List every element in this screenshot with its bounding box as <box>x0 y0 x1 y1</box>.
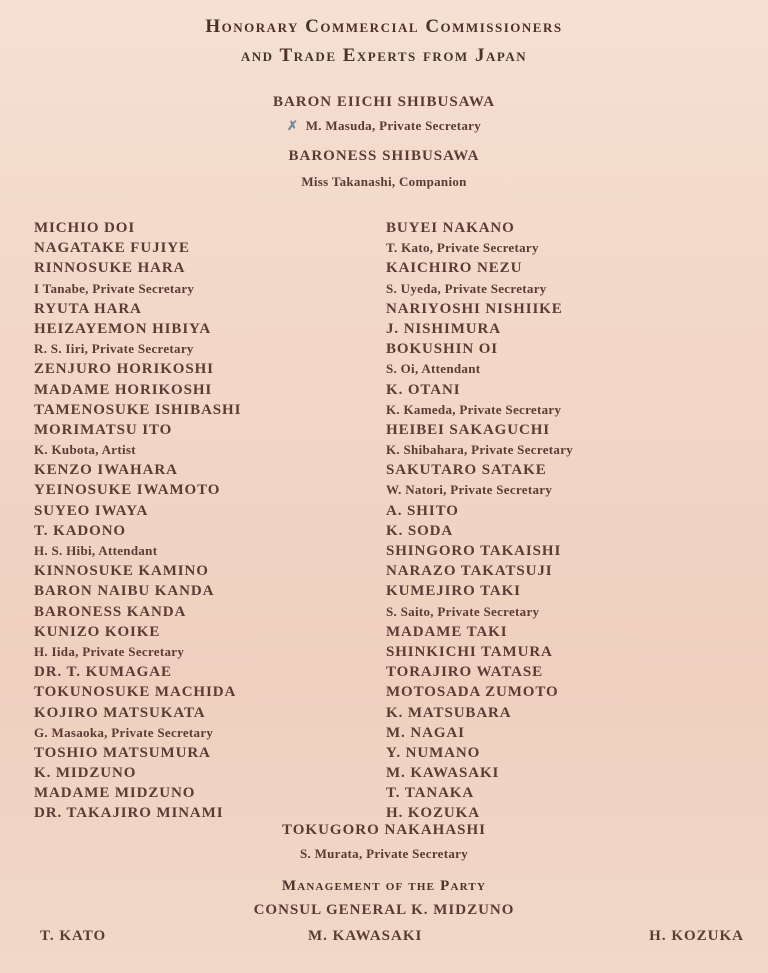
bottom-entry-1: TOKUGORO NAKAHASHI <box>282 822 486 838</box>
left-entry: R. S. Iiri, Private Secretary <box>34 341 194 357</box>
right-entry: MOTOSADA ZUMOTO <box>386 684 559 701</box>
left-entry: HEIZAYEMON HIBIYA <box>34 320 212 337</box>
left-entry: TOSHIO MATSUMURA <box>34 744 211 761</box>
footer-right-name: H. KOZUKA <box>649 928 744 944</box>
right-entry: NARAZO TAKATSUJI <box>386 563 553 580</box>
footer-center-name: M. KAWASAKI <box>308 928 423 944</box>
left-entry: MICHIO DOI <box>34 220 136 236</box>
right-entry: K. Kameda, Private Secretary <box>386 401 562 417</box>
right-entry: NARIYOSHI NISHIIKE <box>386 300 563 317</box>
left-entry: MADAME HORIKOSHI <box>34 381 213 398</box>
left-entry: KINNOSUKE KAMINO <box>34 563 209 580</box>
right-name-column <box>386 218 716 824</box>
top-entry-2: M. Masuda, Private Secretary <box>305 118 482 133</box>
top-entry-1: BARON EIICHI SHIBUSAWA <box>272 94 496 110</box>
document-title-line-2: and Trade Experts from Japan <box>240 45 528 66</box>
left-entry: TAMENOSUKE ISHIBASHI <box>34 401 242 418</box>
left-entry: SUYEO IWAYA <box>34 502 149 519</box>
left-entry: KUNIZO KOIKE <box>34 623 161 640</box>
left-name-column <box>34 218 364 824</box>
right-entry: Y. NUMANO <box>386 744 481 761</box>
management-heading: Management of the Party <box>281 878 487 894</box>
footer-left-name: T. KATO <box>40 928 107 944</box>
left-entry: K. MIDZUNO <box>34 765 137 782</box>
right-entry: T. TANAKA <box>386 785 475 802</box>
right-entry: BUYEI NAKANO <box>386 220 515 236</box>
right-entry: H. KOZUKA <box>386 805 480 822</box>
left-entry: RYUTA HARA <box>34 300 142 317</box>
right-entry: T. Kato, Private Secretary <box>386 240 539 256</box>
left-entry: BARON NAIBU KANDA <box>34 583 215 600</box>
left-entry: I Tanabe, Private Secretary <box>34 280 195 296</box>
left-entry: MADAME MIDZUNO <box>34 785 196 802</box>
left-entry: DR. T. KUMAGAE <box>34 664 172 681</box>
right-entry: K. MATSUBARA <box>386 704 512 721</box>
right-entry: S. Uyeda, Private Secretary <box>386 280 547 296</box>
left-entry: TOKUNOSUKE MACHIDA <box>34 684 237 701</box>
right-entry: MADAME TAKI <box>386 623 508 640</box>
left-entry: BARONESS KANDA <box>34 603 187 620</box>
footer-names-row <box>0 928 768 950</box>
right-entry: S. Saito, Private Secretary <box>386 603 540 619</box>
bottom-entry-2: S. Murata, Private Secretary <box>299 846 469 861</box>
management-line-1: CONSUL GENERAL K. MIDZUNO <box>253 902 515 918</box>
right-entry: M. NAGAI <box>386 724 465 741</box>
left-entry: ZENJURO HORIKOSHI <box>34 361 214 378</box>
top-entry-3: BARONESS SHIBUSAWA <box>288 148 480 164</box>
left-entry: H. S. Hibi, Attendant <box>34 543 158 558</box>
right-entry: J. NISHIMURA <box>386 320 501 337</box>
right-entry: K. OTANI <box>386 381 461 398</box>
right-entry: BOKUSHIN OI <box>386 341 499 358</box>
top-entry-4: Miss Takanashi, Companion <box>301 174 467 189</box>
document-title-line-1: Honorary Commercial Commissioners <box>205 16 563 37</box>
checkmark-icon: ✗ <box>286 118 299 133</box>
left-entry: KENZO IWAHARA <box>34 462 178 479</box>
right-entry: SAKUTARO SATAKE <box>386 462 547 479</box>
top-entry-2-wrapper <box>0 118 768 134</box>
right-entry: HEIBEI SAKAGUCHI <box>386 421 551 438</box>
right-entry: M. KAWASAKI <box>386 765 500 782</box>
right-entry: SHINKICHI TAMURA <box>386 643 553 660</box>
right-entry: SHINGORO TAKAISHI <box>386 543 562 559</box>
left-entry: K. Kubota, Artist <box>34 442 136 458</box>
right-entry: S. Oi, Attendant <box>386 361 481 377</box>
left-entry: G. Masaoka, Private Secretary <box>34 724 214 740</box>
right-entry: A. SHITO <box>386 502 459 519</box>
left-entry: NAGATAKE FUJIYE <box>34 240 190 257</box>
right-entry: K. SODA <box>386 522 454 539</box>
left-entry: KOJIRO MATSUKATA <box>34 704 206 721</box>
left-entry: MORIMATSU ITO <box>34 421 173 438</box>
left-entry: H. Iida, Private Secretary <box>34 643 185 659</box>
left-entry: T. KADONO <box>34 522 126 539</box>
right-entry: K. Shibahara, Private Secretary <box>386 442 574 458</box>
left-entry: YEINOSUKE IWAMOTO <box>34 482 221 499</box>
right-entry: KAICHIRO NEZU <box>386 260 523 277</box>
right-entry: KUMEJIRO TAKI <box>386 583 521 600</box>
left-entry: DR. TAKAJIRO MINAMI <box>34 805 224 822</box>
right-entry: TORAJIRO WATASE <box>386 664 544 681</box>
right-entry: W. Natori, Private Secretary <box>386 482 553 498</box>
left-entry: RINNOSUKE HARA <box>34 260 186 277</box>
